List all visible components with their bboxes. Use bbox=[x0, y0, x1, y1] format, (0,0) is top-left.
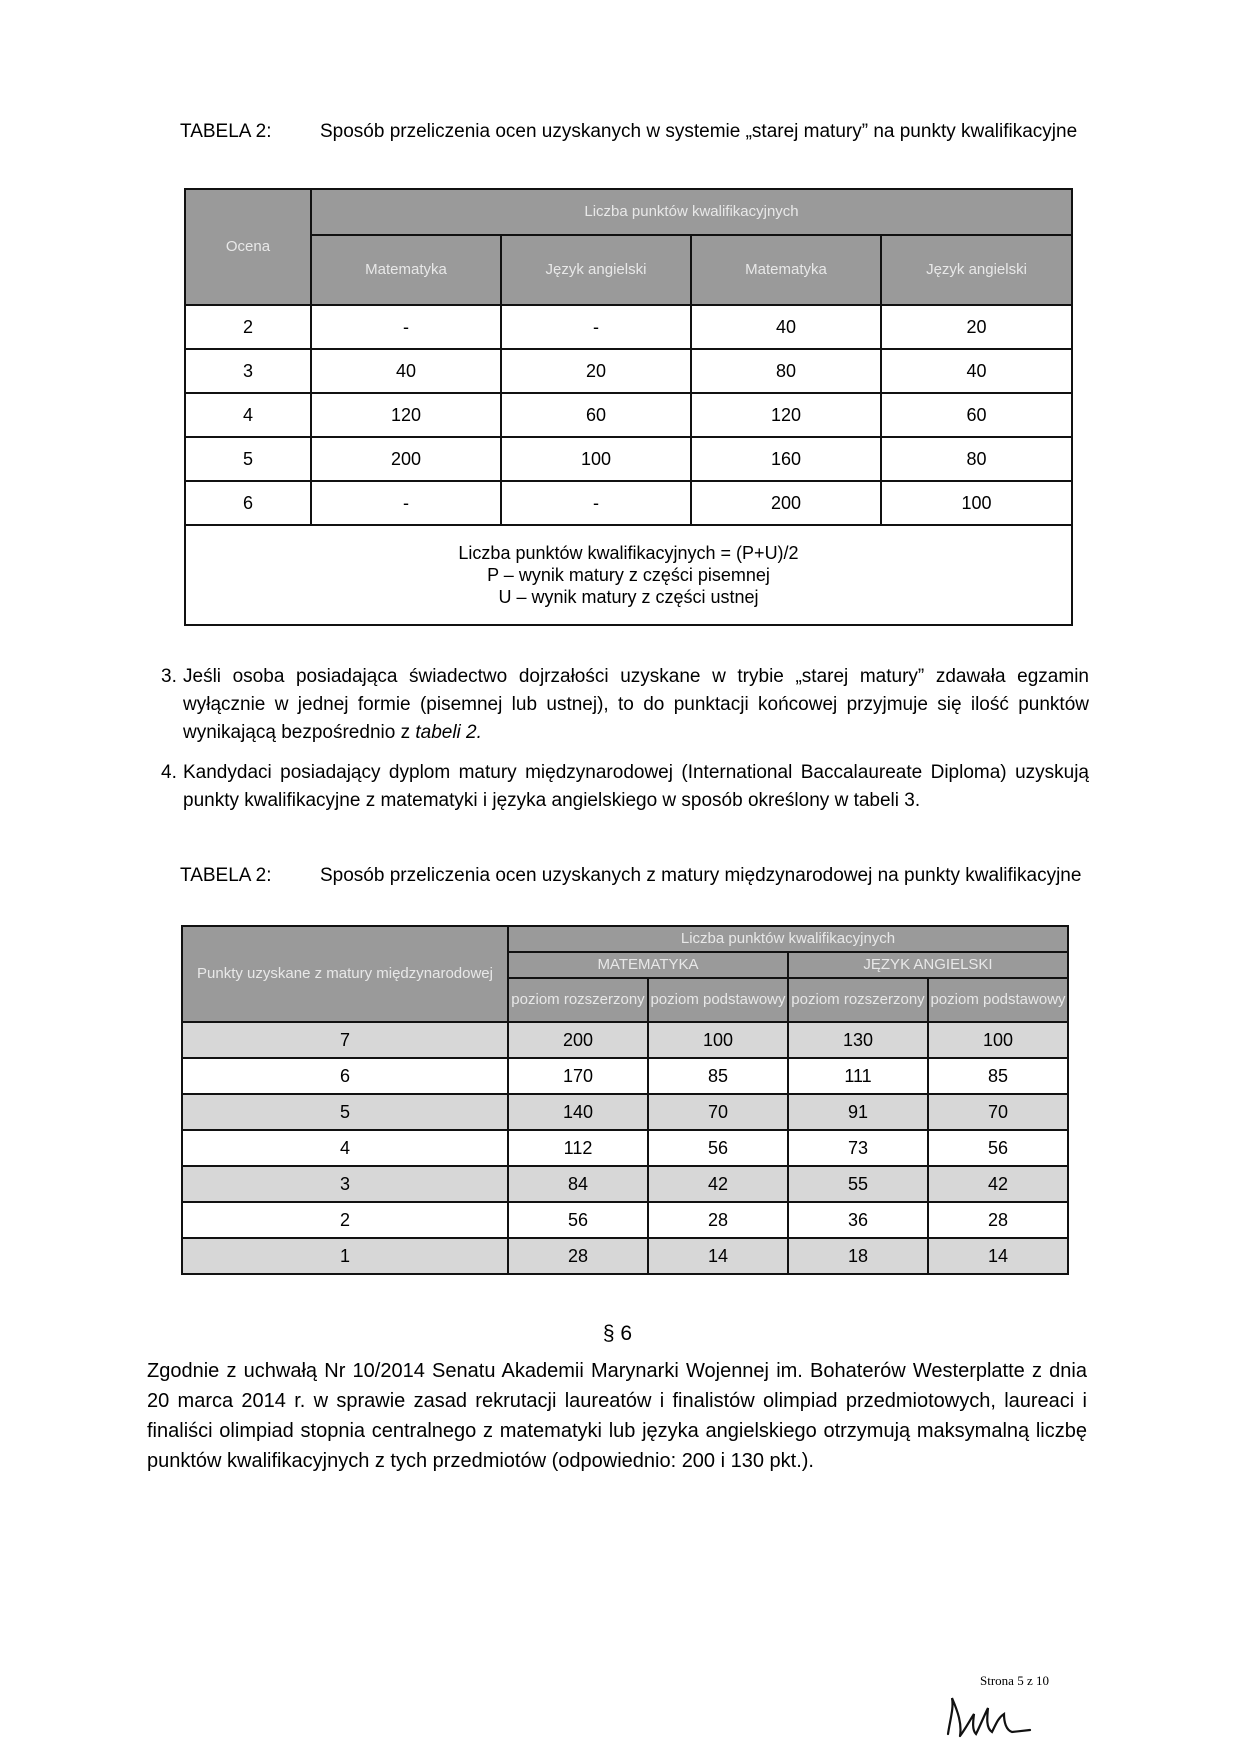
paragraph-3-text: Jeśli osoba posiadająca świadectwo dojrzałości uzyskane w trybie „starej matury” zdawała egzamin wyłącznie w jednej formie (pisemnej lub ustnej), to do punktacji końcowej przyjmuje się ilość punktów wynikającą bezpośrednio z tabeli 2. bbox=[183, 666, 1089, 743]
table-cell: 3 bbox=[182, 1166, 508, 1202]
table3-header-math: MATEMATYKA bbox=[508, 952, 788, 978]
table-cell: 1 bbox=[182, 1238, 508, 1274]
table2-caption-label: TABELA 2: bbox=[180, 121, 272, 142]
table2-header-sub: Język angielski bbox=[501, 235, 691, 305]
table-cell: 70 bbox=[928, 1094, 1068, 1130]
table3-header-points: Punkty uzyskane z matury międzynarodowej bbox=[182, 926, 508, 1022]
table-cell: 80 bbox=[691, 349, 881, 393]
table-cell: 100 bbox=[648, 1022, 788, 1058]
table3-header-sub: poziom podstawowy bbox=[928, 978, 1068, 1022]
page-number: Strona 5 z 10 bbox=[980, 1673, 1049, 1688]
table-cell: - bbox=[311, 305, 501, 349]
final-paragraph: Zgodnie z uchwałą Nr 10/2014 Senatu Akademii Marynarki Wojennej im. Bohaterów Westerplatte z dnia 20 marca 2014 r. w sprawie zasad rekrutacji laureatów i finalistów olimpiad przedmiotowych, laureaci i finaliści olimpiad stopnia centralnego z matematyki lub języka angielskiego otrzymują maksymalną liczbę punktów kwalifikacyjnych z tych przedmiotów (odpowiednio: 200 i 130 pkt.). bbox=[147, 1360, 1087, 1472]
table-cell: 7 bbox=[182, 1022, 508, 1058]
table3-caption-label: TABELA 2: bbox=[180, 865, 272, 886]
table2-caption-title: Sposób przeliczenia ocen uzyskanych w systemie „starej matury” na punkty kwalifikacyjne bbox=[320, 121, 1078, 142]
table-row bbox=[185, 349, 1072, 393]
table-cell: 111 bbox=[788, 1058, 928, 1094]
table-row bbox=[185, 437, 1072, 481]
table-cell: 28 bbox=[508, 1238, 648, 1274]
table-cell: 140 bbox=[508, 1094, 648, 1130]
signature-mark bbox=[940, 1690, 1035, 1742]
paragraph-3 bbox=[161, 663, 1089, 753]
table-cell: 120 bbox=[691, 393, 881, 437]
table-cell: 80 bbox=[881, 437, 1072, 481]
table2-header-ocena: Ocena bbox=[185, 189, 311, 305]
table-cell: 40 bbox=[881, 349, 1072, 393]
table3-header-sub: poziom rozszerzony bbox=[788, 978, 928, 1022]
table-cell: 4 bbox=[185, 393, 311, 437]
table-cell: 40 bbox=[691, 305, 881, 349]
table-cell: 56 bbox=[648, 1130, 788, 1166]
table-cell: 20 bbox=[501, 349, 691, 393]
table-row bbox=[182, 1202, 1068, 1238]
table-cell: 170 bbox=[508, 1058, 648, 1094]
table-cell: 14 bbox=[928, 1238, 1068, 1274]
paragraph-3-number: 3. bbox=[161, 666, 177, 687]
table-row bbox=[182, 1022, 1068, 1058]
table-row bbox=[182, 1166, 1068, 1202]
table2-footer-u: U – wynik matury z części ustnej bbox=[498, 587, 759, 607]
table-cell: 55 bbox=[788, 1166, 928, 1202]
section-heading: § 6 bbox=[602, 1322, 633, 1345]
table-cell: 60 bbox=[501, 393, 691, 437]
table3-header-sub: poziom podstawowy bbox=[648, 978, 788, 1022]
table-cell: 56 bbox=[508, 1202, 648, 1238]
table-cell: 73 bbox=[788, 1130, 928, 1166]
table-cell: 200 bbox=[691, 481, 881, 525]
table-row bbox=[185, 305, 1072, 349]
table-cell: 200 bbox=[508, 1022, 648, 1058]
table-row bbox=[185, 393, 1072, 437]
table-cell: 160 bbox=[691, 437, 881, 481]
table2 bbox=[184, 188, 1073, 626]
table3-caption-title: Sposób przeliczenia ocen uzyskanych z matury międzynarodowej na punkty kwalifikacyjne bbox=[320, 865, 1082, 886]
paragraph-4 bbox=[161, 759, 1089, 849]
table-cell: 20 bbox=[881, 305, 1072, 349]
table2-header-sub: Matematyka bbox=[691, 235, 881, 305]
table-cell: 4 bbox=[182, 1130, 508, 1166]
table-cell: 100 bbox=[881, 481, 1072, 525]
table-row bbox=[185, 481, 1072, 525]
table-cell: 5 bbox=[182, 1094, 508, 1130]
table-row bbox=[182, 1094, 1068, 1130]
table-cell: 70 bbox=[648, 1094, 788, 1130]
table-cell: 42 bbox=[648, 1166, 788, 1202]
table3-header-sub: poziom rozszerzony bbox=[508, 978, 648, 1022]
table-cell: 36 bbox=[788, 1202, 928, 1238]
table2-footer bbox=[185, 525, 1072, 625]
table-cell: - bbox=[501, 305, 691, 349]
table3 bbox=[181, 925, 1069, 1275]
table-cell: 2 bbox=[185, 305, 311, 349]
table-cell: 200 bbox=[311, 437, 501, 481]
table-cell: 130 bbox=[788, 1022, 928, 1058]
table3-header-english: JĘZYK ANGIELSKI bbox=[788, 952, 1068, 978]
table2-footer-p: P – wynik matury z części pisemnej bbox=[487, 565, 770, 585]
table-cell: 100 bbox=[928, 1022, 1068, 1058]
table-cell: 2 bbox=[182, 1202, 508, 1238]
table-cell: 91 bbox=[788, 1094, 928, 1130]
table-cell: 42 bbox=[928, 1166, 1068, 1202]
table-cell: 3 bbox=[185, 349, 311, 393]
table-cell: 85 bbox=[648, 1058, 788, 1094]
paragraph-3-table-ref: tabeli 2. bbox=[415, 722, 482, 743]
table-row bbox=[182, 1058, 1068, 1094]
table-cell: 112 bbox=[508, 1130, 648, 1166]
table-cell: 60 bbox=[881, 393, 1072, 437]
table-cell: 40 bbox=[311, 349, 501, 393]
table-cell: 14 bbox=[648, 1238, 788, 1274]
table3-header-group: Liczba punktów kwalifikacyjnych bbox=[508, 926, 1068, 952]
table-cell: 6 bbox=[185, 481, 311, 525]
table-cell: 85 bbox=[928, 1058, 1068, 1094]
table3-caption bbox=[180, 864, 1120, 914]
table-cell: 6 bbox=[182, 1058, 508, 1094]
table-cell: 120 bbox=[311, 393, 501, 437]
table-cell: 5 bbox=[185, 437, 311, 481]
table2-caption bbox=[180, 120, 1120, 170]
table-cell: - bbox=[501, 481, 691, 525]
table-cell: 56 bbox=[928, 1130, 1068, 1166]
table-cell: 84 bbox=[508, 1166, 648, 1202]
table2-header-sub: Język angielski bbox=[881, 235, 1072, 305]
table-cell: 100 bbox=[501, 437, 691, 481]
table-row bbox=[182, 1238, 1068, 1274]
table2-header-sub: Matematyka bbox=[311, 235, 501, 305]
paragraph-4-text: Kandydaci posiadający dyplom matury międzynarodowej (International Baccalaureate Diploma) uzyskują punkty kwalifikacyjne z matematyki i języka angielskiego w sposób określony w tabeli 3. bbox=[183, 762, 1089, 811]
paragraph-4-number: 4. bbox=[161, 762, 177, 783]
table-cell: - bbox=[311, 481, 501, 525]
table-cell: 28 bbox=[648, 1202, 788, 1238]
table2-header-group: Liczba punktów kwalifikacyjnych bbox=[311, 189, 1072, 235]
table-cell: 18 bbox=[788, 1238, 928, 1274]
table-row bbox=[182, 1130, 1068, 1166]
table-cell: 28 bbox=[928, 1202, 1068, 1238]
table2-formula: Liczba punktów kwalifikacyjnych = (P+U)/2 bbox=[458, 543, 799, 563]
